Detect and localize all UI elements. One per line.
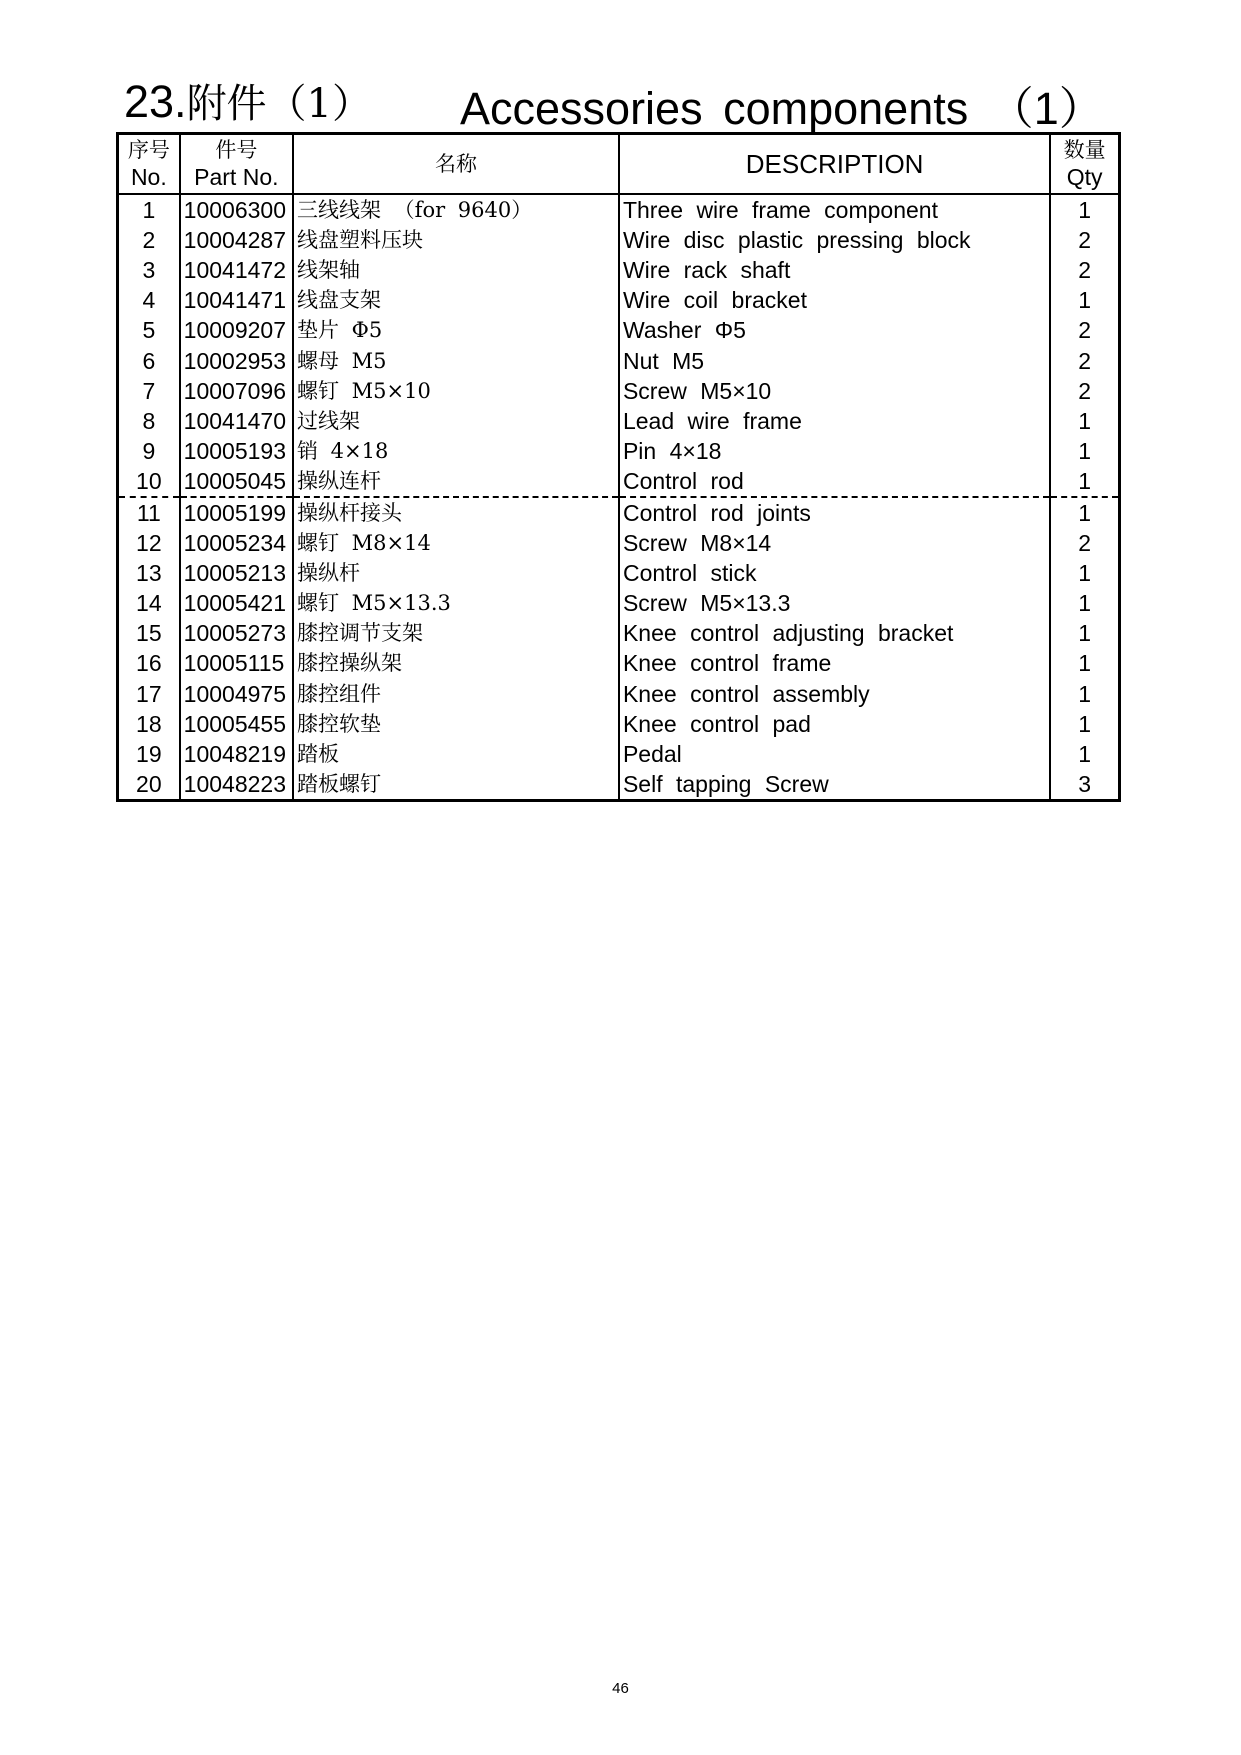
table-row [118,618,1120,648]
table-row [118,285,1120,315]
cell-no: 2 [118,225,180,255]
cell-qty: 1 [1050,194,1119,225]
page-title [124,72,1104,134]
cell-part-no: 10041472 [180,255,293,285]
cell-no: 16 [118,648,180,678]
cell-name: 线盘塑料压块 [293,225,619,255]
cell-name: 销 4×18 [293,436,619,466]
cell-qty: 2 [1050,376,1119,406]
cell-part-no: 10048223 [180,769,293,801]
table-row [118,406,1120,436]
header-no-zh: 序号 [127,138,170,162]
cell-description: Screw M5×10 [619,376,1050,406]
parts-table [116,132,1121,802]
cell-name: 操纵杆接头 [293,497,619,528]
table-row [118,648,1120,678]
header-qty-en: Qty [1066,164,1103,190]
cell-qty: 1 [1050,739,1119,769]
cell-qty: 2 [1050,345,1119,375]
cell-part-no: 10005421 [180,588,293,618]
cell-part-no: 10006300 [180,194,293,225]
cell-no: 12 [118,528,180,558]
table-row [118,588,1120,618]
cell-name: 踏板 [293,739,619,769]
cell-no: 4 [118,285,180,315]
cell-part-no: 10004287 [180,225,293,255]
cell-qty: 1 [1050,466,1119,497]
table-row [118,345,1120,375]
table-row [118,558,1120,588]
table-row [118,194,1120,225]
cell-qty: 2 [1050,315,1119,345]
cell-name: 螺母 M5 [293,345,619,375]
cell-description: Wire rack shaft [619,255,1050,285]
cell-part-no: 10041471 [180,285,293,315]
cell-no: 1 [118,194,180,225]
cell-description: Screw M5×13.3 [619,588,1050,618]
header-part [180,134,293,195]
cell-description: Nut M5 [619,345,1050,375]
table-row [118,528,1120,558]
header-no-en: No. [130,164,167,190]
header-name [293,134,619,195]
cell-name: 三线线架 （for 9640） [293,194,619,225]
cell-name: 螺钉 M5×13.3 [293,588,619,618]
cell-description: Pin 4×18 [619,436,1050,466]
cell-part-no: 10007096 [180,376,293,406]
cell-no: 15 [118,618,180,648]
cell-part-no: 10004975 [180,679,293,709]
cell-name: 线盘支架 [293,285,619,315]
cell-no: 3 [118,255,180,285]
cell-no: 5 [118,315,180,345]
table-header-row [118,134,1120,195]
cell-description: Screw M8×14 [619,528,1050,558]
cell-part-no: 10005213 [180,558,293,588]
cell-qty: 1 [1050,497,1119,528]
page-number: 46 [612,1680,629,1697]
cell-qty: 1 [1050,709,1119,739]
cell-no: 13 [118,558,180,588]
cell-qty: 1 [1050,285,1119,315]
cell-description: Control stick [619,558,1050,588]
cell-no: 6 [118,345,180,375]
cell-description: Knee control adjusting bracket [619,618,1050,648]
cell-description: Control rod joints [619,497,1050,528]
cell-part-no: 10005199 [180,497,293,528]
cell-no: 8 [118,406,180,436]
cell-no: 14 [118,588,180,618]
cell-name: 膝控调节支架 [293,618,619,648]
cell-name: 踏板螺钉 [293,769,619,801]
table-row [118,255,1120,285]
cell-qty: 1 [1050,558,1119,588]
title-chinese: 附件（1） [186,81,373,127]
cell-no: 19 [118,739,180,769]
cell-no: 20 [118,769,180,801]
cell-part-no: 10005234 [180,528,293,558]
cell-name: 膝控操纵架 [293,648,619,678]
cell-part-no: 10002953 [180,345,293,375]
cell-qty: 2 [1050,255,1119,285]
cell-description: Control rod [619,466,1050,497]
cell-qty: 3 [1050,769,1119,801]
cell-description: Washer Φ5 [619,315,1050,345]
cell-part-no: 10041470 [180,406,293,436]
table-row [118,376,1120,406]
cell-part-no: 10005273 [180,618,293,648]
header-qty-zh: 数量 [1063,138,1106,162]
table-row [118,679,1120,709]
cell-part-no: 10048219 [180,739,293,769]
cell-name: 线架轴 [293,255,619,285]
cell-description: Knee control pad [619,709,1050,739]
cell-description: Lead wire frame [619,406,1050,436]
cell-name: 膝控组件 [293,679,619,709]
cell-description: Pedal [619,739,1050,769]
cell-part-no: 10005455 [180,709,293,739]
cell-name: 操纵杆 [293,558,619,588]
cell-name: 操纵连杆 [293,466,619,497]
cell-description: Self tapping Screw [619,769,1050,801]
table-row [118,466,1120,497]
cell-no: 17 [118,679,180,709]
cell-part-no: 10005115 [180,648,293,678]
table-row [118,497,1120,528]
cell-part-no: 10009207 [180,315,293,345]
cell-name: 过线架 [293,406,619,436]
cell-no: 11 [118,497,180,528]
title-english: Accessories components （1） [460,83,1104,134]
cell-name: 螺钉 M5×10 [293,376,619,406]
cell-description: Knee control frame [619,648,1050,678]
cell-description: Wire coil bracket [619,285,1050,315]
cell-qty: 1 [1050,679,1119,709]
header-part-zh: 件号 [215,138,258,162]
cell-part-no: 10005045 [180,466,293,497]
cell-no: 9 [118,436,180,466]
cell-qty: 1 [1050,436,1119,466]
header-name-zh: 名称 [434,152,477,176]
cell-description: Wire disc plastic pressing block [619,225,1050,255]
section-number: 23. [124,76,187,127]
cell-qty: 1 [1050,406,1119,436]
cell-description: Three wire frame component [619,194,1050,225]
cell-qty: 1 [1050,588,1119,618]
cell-qty: 1 [1050,648,1119,678]
table-row [118,709,1120,739]
header-qty [1050,134,1119,195]
table-row [118,769,1120,801]
header-part-en: Part No. [194,164,279,190]
table-row [118,315,1120,345]
cell-name: 膝控软垫 [293,709,619,739]
table-row [118,739,1120,769]
cell-qty: 1 [1050,618,1119,648]
cell-name: 螺钉 M8×14 [293,528,619,558]
table-row [118,436,1120,466]
cell-no: 7 [118,376,180,406]
table-row [118,225,1120,255]
cell-qty: 2 [1050,528,1119,558]
cell-part-no: 10005193 [180,436,293,466]
cell-name: 垫片 Φ5 [293,315,619,345]
cell-no: 10 [118,466,180,497]
cell-description: Knee control assembly [619,679,1050,709]
cell-no: 18 [118,709,180,739]
cell-qty: 2 [1050,225,1119,255]
header-no [118,134,180,195]
header-description: DESCRIPTION [619,134,1050,195]
